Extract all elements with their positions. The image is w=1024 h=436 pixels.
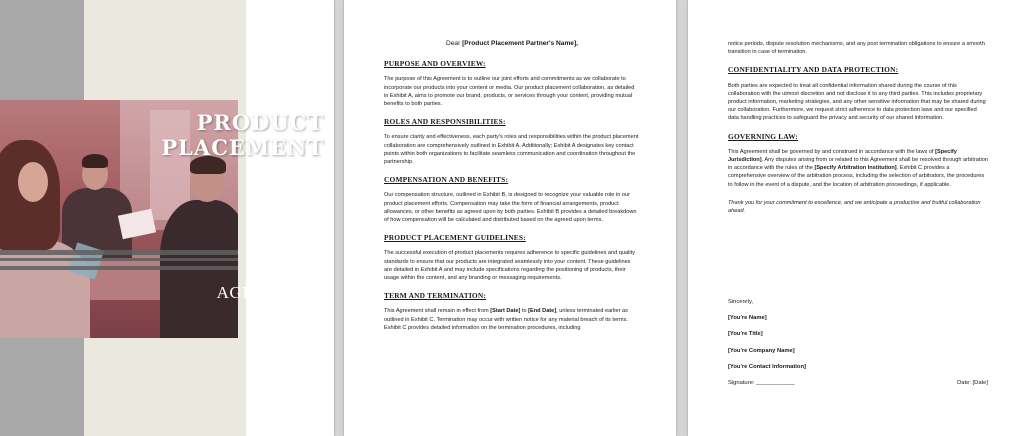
photo-stripe	[0, 266, 238, 270]
section-heading: ROLES AND RESPONSIBILITIES:	[384, 117, 506, 127]
signature-label: Signature: ____________	[728, 380, 795, 387]
photo-stripe	[0, 258, 238, 261]
letter-page-1	[344, 0, 676, 436]
signature-block	[728, 298, 988, 388]
section-heading: PRODUCT PLACEMENT GUIDELINES:	[384, 233, 526, 243]
letter-page-1-content	[384, 40, 640, 342]
governing-law-body	[728, 148, 988, 189]
cover-title-line1: PRODUCT	[196, 110, 324, 135]
section-body: Our compensation structure, outlined in Exhibit B, is designed to recognize your valuable role in our product placement efforts. Compensation may take the form of financial arrangements, product allowances, or other benefits as agreed upon by both parties. Exhibit B provides a detailed breakdown of how compensation will be calculated and distributed based on the agreed upon terms.	[384, 192, 637, 224]
letter-page-2	[688, 0, 1024, 436]
closing-text: Thank you for your commitment to excellence, and we anticipate a productive and fruitful collaboration ahead.	[728, 199, 981, 215]
section-heading: COMPENSATION AND BENEFITS:	[384, 175, 509, 185]
partner-name-placeholder: [Product Placement Partner's Name],	[462, 40, 579, 47]
letter-page-2-content	[728, 40, 988, 225]
photo-person-left-face	[18, 162, 48, 202]
sender-title-placeholder: [You're Title]	[728, 331, 763, 338]
term-text: This Agreement shall remain in effect from	[384, 308, 491, 315]
end-date-placeholder: [End Date]	[528, 308, 557, 315]
cover-page	[0, 0, 334, 436]
section-body: To ensure clarity and effectiveness, each party's roles and responsibilities within the product placement collaboration are comprehensively outlined in Exhibit A. Additionally; Exhibit A designates key contact points within both organizations to facilitate seamless communication and coordination throughout the partnership.	[384, 134, 639, 166]
sincerely: Sincerely,	[728, 299, 754, 305]
photo-stripe	[0, 250, 238, 255]
section-heading: PURPOSE AND OVERVIEW:	[384, 59, 486, 69]
confidentiality-body: Both parties are expected to treat all confidential information shared during the course of this collaboration with the utmost discretion and not disclose it to any third parties. This includes proprietary product information, marketing strategies, and any other sensitive information that may be shared during our collaboration. Furthermore, we request strict adherence to data protection laws and our specified data handling practices to safeguard the privacy and security of our shared information.	[728, 82, 986, 122]
term-heading: TERM AND TERMINATION:	[384, 291, 487, 301]
continued-text: notice periods, dispute resolution mechanisms, and any post termination obligations to ensure a smooth transition in case of termination.	[728, 41, 985, 56]
governing-law-text: . Any disputes arising from or related to this Agreement shall be resolved through arbitration in accordance with the rules of the	[728, 157, 988, 172]
confidentiality-heading: CONFIDENTIALITY AND DATA PROTECTION:	[728, 65, 899, 75]
arbitration-institution-placeholder: [Specify Arbitration Institution]	[814, 165, 897, 172]
jurisdiction-placeholder: [Specify Jurisdiction]	[728, 148, 957, 164]
cover-title-line2: PLACEMENT	[161, 135, 324, 160]
signature-row	[728, 379, 988, 388]
salutation	[384, 40, 640, 48]
term-text: , unless terminated earlier as outlined in Exhibit C. Termination may occur with written notice for any material breach of its terms. Exhibit C provides detailed information on the termination procedures, including	[384, 308, 628, 331]
governing-law-text: . Exhibit C provides a comprehensive overview of the arbitration process, including the selection of arbitrators, the procedures to follow in the event of a dispute, and the location of arbitration proceedings, if applicable.	[728, 165, 985, 188]
governing-law-text: This Agreement shall be governed by and construed in accordance with the laws of	[728, 148, 936, 155]
section-body: The successful execution of product placements requires adherence to specific guidelines and quality standards to ensure that our products are integrated seamlessly into your content. These guidelines are detailed in Exhibit A and may include specifications regarding the positioning of products, their usage within the content, and any branding or messaging requirements.	[384, 250, 635, 282]
term-body	[384, 307, 640, 332]
section-body: The purpose of this Agreement is to outline our joint efforts and commitments as we collaborate to incorporate our products into your content or media. Our product placement collaboration, as detailed in Exhibit A, aims to promote our brand, products, or services through your content, providing mutual benefits to both parties.	[384, 76, 635, 108]
sender-contact-placeholder: [You're Contact Information]	[728, 363, 806, 370]
cover-subtitle: AGREEMENT	[216, 283, 326, 302]
sender-company-placeholder: [You're Company Name]	[728, 347, 795, 354]
start-date-placeholder: [Start Date]	[490, 308, 521, 315]
date-label: Date: [Date]	[957, 380, 988, 387]
term-text: to	[520, 308, 529, 315]
governing-law-heading: GOVERNING LAW:	[728, 131, 798, 141]
salutation-prefix: Dear	[445, 40, 463, 47]
cover-title	[94, 110, 324, 160]
sender-name-placeholder: [You're Name]	[728, 315, 767, 322]
